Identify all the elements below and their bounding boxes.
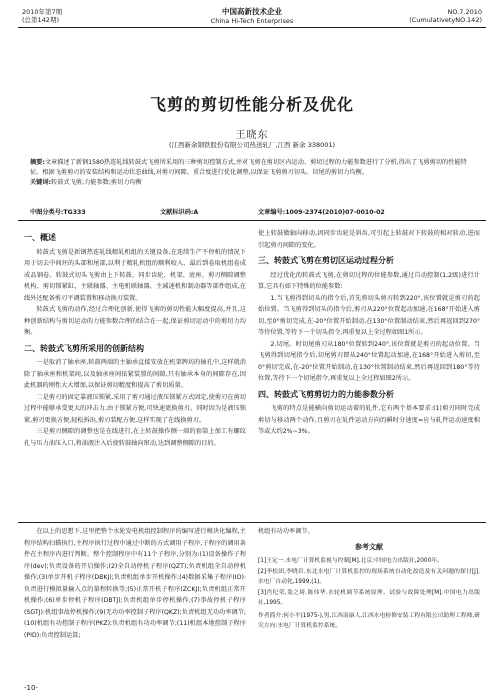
paragraph: 一是取消了轴承座,转鼓两端的主轴承直接安放在机架牌坊的轴孔中,这样就消除了轴承座和机架间,以及轴承座间依紧装置的间隙,只有轴承本身的间隙存在,因此机器的刚性大大增加,以保证剪切精度和提高了剪切质量。 [24,359,246,389]
abstract-rule [18,220,486,221]
author: 王晓东 [235,130,269,141]
left-column-lower [24,526,246,678]
paragraph: 在以上的思想下,这里把整个水轮发电机组控制程序的编写进行模块化编程,主程序结构扫描执行,主程序执行过程中通过中断的方式调用子程序,子程序的调用条件在主程序内进行判断。整个控制程序中有11个子程序,分别为:(1)设备操作子程序(dev);负责设备的开启操作;(2)全自动停机子程序(QZT);负责机组全自动停机操作;(3)单步开机子程序(DBKJ);负责机组单步开机操作;(4)数据采集子程序(IO):负责进行模拟量输入点的量程转换等;(5)正常开机子程序(ZCKJ);负责机组正常开机操作;(6)单步停机子程序(DBTJ);负责机组单步停机操作;(7)事故停机子程序(SGTJ):机组事故停机操作;(9)无功功率控制子程序(QKZ);负责机组无功功率调节;(10)机组有功控制子程序(PKZ);负责机组有功功率调节;(11)机组本地控制子程序(PID):负责控制运算; [24,528,246,639]
header-issue: 2010年第7期 [22,8,63,16]
left-column [24,228,246,520]
paragraph: 使上转鼓做轴向移动,因同步齿轮是斜齿,可引起上转鼓对下转鼓的相对转动,进而引起剪刃间隙的变化。 [258,230,480,249]
header-cumulative-number: (CumulativetyNO.142) [409,16,482,24]
paragraph: 1.当飞剪得到切头的指令后,首先将切头剪刃转到220°,该位置就是剪刃的起始位置。当飞剪得到切头的指令后,剪刃从220°位置起动加速,在168°开始进入剪切,至0°剪切完成,在-20°位置开始制动,在130°位置制动结束,然后再返回到270°等待位置,等待下一个切头指令,再重复以上全过程如图1所示。 [258,294,480,336]
paragraph: 转鼓式飞剪是新钢热连轧线精轧机组的关键设备,在连续生产不停机的情况下用于切去中间坯的头部和尾部,以利于精轧机组的顺利咬入、最后到卷取机组卷成成品钢卷。转鼓式切头飞剪由上下转鼓、同步齿轮、机架、底座、剪刃侧隙调整机构、剪切锁紧缸、主联轴器、主电机联轴器、主减速机和制动器等部件组成,在线外还配备剪刃平调装置和移动换刃装置。 [24,248,246,302]
section-rule [18,522,486,523]
page-number: -10- [24,684,38,692]
document-code: 文献标识码:A [160,209,199,216]
paragraph: 经过优化的转鼓式飞剪,在剪切过程的位能参数,通过自动控制(1,2级)进行计算,它具有如下特殊的位能参数: [258,271,480,290]
header-journal-name: 中国高新技术企业 [222,7,282,16]
header-rule [18,27,486,28]
header-cumulative: (总第142期) [22,16,59,24]
header-number: NO.7.2010 [447,8,482,16]
section-heading-force-analysis: 四、转鼓式飞剪剪切力的力能参数分析 [258,389,394,399]
reference-list [258,556,480,631]
paragraph: 转鼓式飞剪的动作,经过合理化创新,使得飞剪的剪切性能大幅度提高,并且,这种创新结构与剪切运动的力能参数合理的结合在一起,保证剪切运动中的剪切力均衡。 [24,306,246,336]
article-title: 飞剪的剪切性能分析及优化 [149,95,354,114]
references-heading: 参考文献 [355,542,383,551]
right-column [258,228,480,520]
affiliation: (江西新余钢铁股份有限公司热送轧厂,江西 新余 338001) [168,141,336,149]
right-column-lower [258,526,480,678]
header-journal-english: China Hi-Tech Enterprises [210,17,294,25]
reference-item: [2]李松团,李晓岩.东北水电厂计算机监控的现场系统自动化改造及有关问题的探讨[J].水电厂自动化,1999,(1)。 [258,569,480,585]
section-heading-motion-analysis: 三、转鼓式飞剪在剪切区运动过程分析 [258,256,394,265]
reference-item: [1]王定一.水电厂计算机监视与控制[M].北京:中国电力出版社,2000年。 [258,558,443,564]
section-heading-structure: 二、转鼓式飞剪所采用的创新结构 [24,343,144,353]
abstract-label: 摘要: [30,159,45,166]
paragraph: 飞剪的特点是能横向剪切运动着的轧件,它有两个基本要求:(1)剪刃同时完成剪切与移动两个动作,且剪刃在轧件运动方向的瞬时分速度=应与轧件运动速度相等或大约2%~3%。 [258,405,480,435]
section-heading-overview: 一、概述 [24,233,56,242]
article-number: 文章编号:1009-2374(2010)07-0010-02 [258,209,385,216]
author-bio: 作者简介:何小平(1975-),男,江西南康人,江西水电检修安装工程有限公司助理工程师,研究方向:水电厂计算机监控系统。 [258,613,480,629]
keywords-label: 关键词: [30,179,52,186]
paragraph: 2.切尾。时切尾剪刃从180°位置转到240°,该位置就是剪刃的起动位置。当飞剪得到切尾指令后,切尾剪刃即从240°位置起动加速,在168°开始进入剪切,至0°剪切完成,在-20°位置开始制动,在130°位置制动结束,然后再返回到180°等待位置,等待下一个切尾指令,再重复以上全过程如图2所示。 [258,340,480,382]
paragraph: 机组有功功率调节。 [258,528,314,535]
reference-item: [3]肖纪荣,娄之琦.陈伟华.水轮机调节系统原理、试验与故障处理[M].中国电力出版社,1995。 [258,590,480,606]
abstract [30,158,478,188]
abstract-text: 文章描述了新钢1580热连轧线转鼓式飞剪所采用的三种剪切控制方式,并对飞剪在剪切区内运动、剪切过程的力能参数进行了分析,得出了飞剪剪切的性能特征。根据飞剪剪刃的安装结构和运动状态曲线,对剪刃间隙、重合度进行优化调整,以保证飞剪剪刃切头、切尾的剪切力均衡。 [30,159,467,176]
keywords-text: 转鼓式飞剪;力能参数;剪切力均衡 [51,179,142,186]
paragraph: 三是剪刃侧隙的调整也是在线进行,在上转鼓操作侧一端的套筒上加工有螺纹孔与压力油压入口,将油液注入后使转鼓轴向窜动,达到调整侧隙的目的。 [24,428,246,447]
clc-number: 中图分类号:TG333 [30,209,86,216]
paragraph: 二是剪刃的固定靠液压锁紧,采用了剪刃通过液压锁紧方式固定,使剪刃在剪切过程中能够承受更大的冲击力,由于锁紧方便,可快速更换剪刃。同时因为是液压锁紧,剪刃更换方便,轻松拆出,剪刃装配方便,这样实现了在线换剪刃。 [24,393,246,424]
